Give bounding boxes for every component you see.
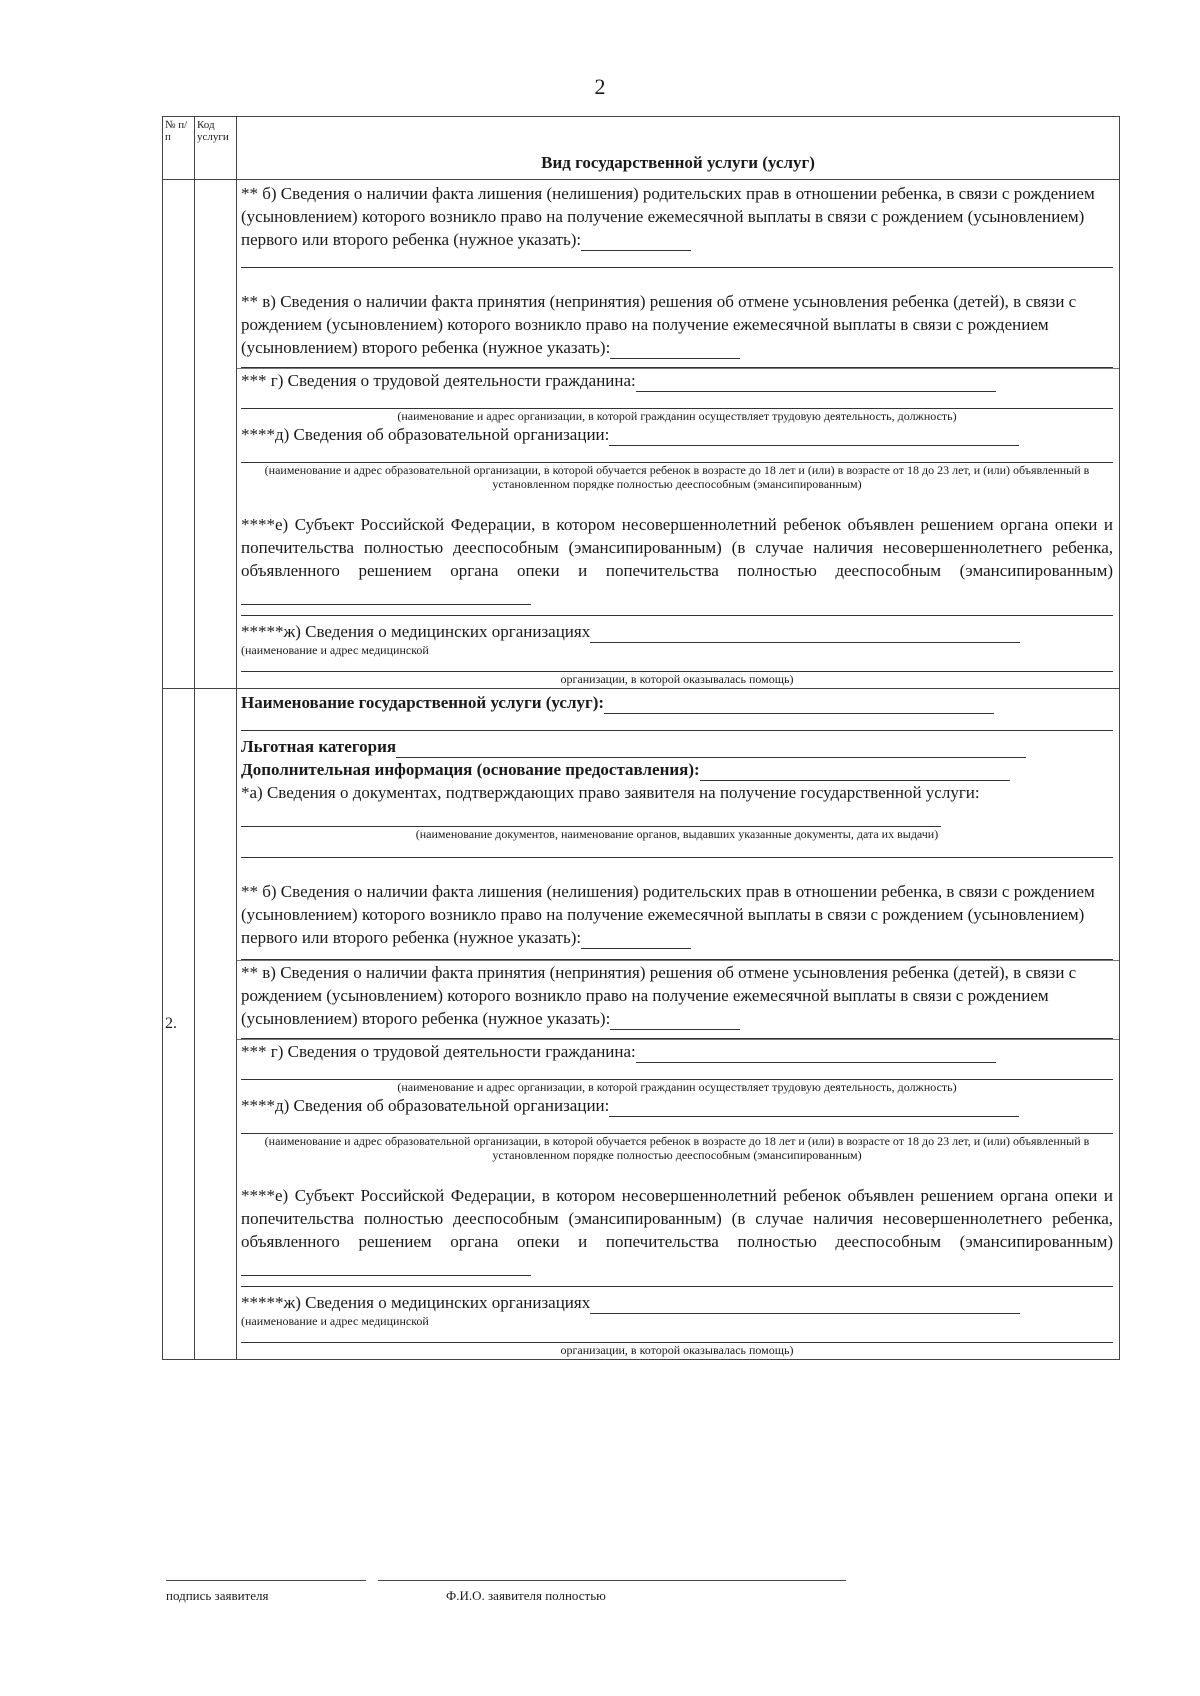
row2-a-field-line2[interactable] bbox=[241, 841, 1113, 858]
row1-d-field-line2[interactable] bbox=[241, 446, 1113, 463]
row2-b-field-line2[interactable] bbox=[241, 949, 1113, 960]
row2-v-field[interactable] bbox=[610, 1013, 740, 1030]
row2-num: 2. bbox=[163, 689, 195, 1360]
row1-code-cell bbox=[195, 180, 237, 689]
row1-item-d: ****д) Сведения об образовательной организации: bbox=[241, 423, 1113, 446]
row1-b-field-line2[interactable] bbox=[241, 251, 1113, 268]
row2-zh-field-line2[interactable] bbox=[241, 1328, 1113, 1343]
row2-g-field-line2[interactable] bbox=[241, 1063, 1113, 1080]
header-code: Код услуги bbox=[195, 117, 237, 180]
row2-e-field-line2[interactable] bbox=[241, 1276, 1113, 1287]
row1-zh-field[interactable] bbox=[590, 626, 1020, 643]
row1-content bbox=[237, 180, 1120, 689]
table-row bbox=[163, 180, 1120, 689]
row2-item-b: ** б) Сведения о наличии факта лишения (нелишения) родительских прав в отношении ребенка, в связи с рождением (усыновлением) которого возникло право на получение ежемесячной выплаты в связи с рождением (усыновлением) первого или второго ребенка (нужное указать): bbox=[241, 882, 1095, 947]
page-number: 2 bbox=[594, 74, 606, 99]
row1-g-caption: (наименование и адрес организации, в которой гражданин осуществляет трудовую деятельность, должность) bbox=[397, 409, 957, 423]
row2-v-field-line2[interactable] bbox=[241, 1030, 1113, 1039]
row2-a-caption: (наименование документов, наименование органов, выдавших указанные документы, дата их выдачи) bbox=[415, 827, 939, 841]
fio-label: Ф.И.О. заявителя полностью bbox=[446, 1588, 606, 1603]
fio-line[interactable] bbox=[378, 1580, 846, 1581]
row1-num-cell bbox=[163, 180, 195, 689]
row2-item-v: ** в) Сведения о наличии факта принятия (непринятия) решения об отмене усыновления ребенка (детей), в связи с рождением (усыновлением) которого возникло право на получение ежемесячной выплаты в связи с рождением (усыновлением) второго ребенка (нужное указать): bbox=[241, 963, 1077, 1028]
row1-zh-caption1: (наименование и адрес медицинской bbox=[241, 643, 429, 657]
row2-additional: Дополнительная информация (основание предоставления): bbox=[241, 758, 1113, 781]
header-service: Вид государственной услуги (услуг) bbox=[237, 117, 1120, 180]
row2-a-field[interactable] bbox=[241, 810, 941, 827]
row2-g-field[interactable] bbox=[636, 1046, 996, 1063]
row2-d-field[interactable] bbox=[609, 1100, 1019, 1117]
row1-g-field[interactable] bbox=[636, 375, 996, 392]
row1-d-caption: (наименование и адрес образовательной организации, в которой обучается ребенок в возрасте до 18 лет и (или) в возрасте от 18 до 23 лет, и (или) объявленный в установленном порядке полностью дееспособным (эмансипированным) bbox=[264, 463, 1090, 491]
row2-service-name-line2[interactable] bbox=[241, 714, 1113, 731]
row1-item-b: ** б) Сведения о наличии факта лишения (нелишения) родительских прав в отношении ребенка, в связи с рождением (усыновлением) которого возникло право на получение ежемесячной выплаты в связи с рождением (усыновлением) первого или второго ребенка (нужное указать): bbox=[241, 184, 1095, 249]
table-row bbox=[163, 689, 1120, 1360]
row2-d-field-line2[interactable] bbox=[241, 1117, 1113, 1134]
row1-e-field[interactable] bbox=[241, 588, 531, 605]
row2-g-caption: (наименование и адрес организации, в которой гражданин осуществляет трудовую деятельность, должность) bbox=[397, 1080, 957, 1094]
row2-code-cell bbox=[195, 689, 237, 1360]
row1-item-zh: *****ж) Сведения о медицинских организациях bbox=[241, 620, 1113, 643]
row1-g-field-line2[interactable] bbox=[241, 392, 1113, 409]
row1-d-field[interactable] bbox=[609, 429, 1019, 446]
row1-item-v: ** в) Сведения о наличии факта принятия (непринятия) решения об отмене усыновления ребенка (детей), в связи с рождением (усыновлением) которого возникло право на получение ежемесячной выплаты в связи с рождением (усыновлением) второго ребенка (нужное указать): bbox=[241, 292, 1077, 357]
row1-b-field[interactable] bbox=[581, 234, 691, 251]
row2-item-a: *а) Сведения о документах, подтверждающих право заявителя на получение государственной услуги: bbox=[241, 781, 1113, 827]
row1-v-field[interactable] bbox=[610, 342, 740, 359]
row1-item-g: *** г) Сведения о трудовой деятельности гражданина: bbox=[241, 369, 1113, 392]
row2-d-caption: (наименование и адрес образовательной организации, в которой обучается ребенок в возрасте до 18 лет и (или) в возрасте от 18 до 23 лет, и (или) объявленный в установленном порядке полностью дееспособным (эмансипированным) bbox=[264, 1134, 1090, 1162]
row1-zh-caption2: организации, в которой оказывалась помощь) bbox=[560, 672, 794, 686]
row1-e-field-line2[interactable] bbox=[241, 605, 1113, 616]
signature-line[interactable] bbox=[166, 1580, 366, 1581]
row2-zh-caption1: (наименование и адрес медицинской bbox=[241, 1314, 429, 1328]
row1-item-e: ****е) Субъект Российской Федерации, в котором несовершеннолетний ребенок объявлен решением органа опеки и попечительства полностью дееспособным (эмансипированным) (в случае наличия несовершеннолетнего ребенка, объявленного решением органа опеки и попечительства полностью дееспособным (эмансипированным) bbox=[241, 513, 1113, 605]
row2-item-e: ****е) Субъект Российской Федерации, в котором несовершеннолетний ребенок объявлен решением органа опеки и попечительства полностью дееспособным (эмансипированным) (в случае наличия несовершеннолетнего ребенка, объявленного решением органа опеки и попечительства полностью дееспособным (эмансипированным) bbox=[241, 1184, 1113, 1276]
row2-additional-field[interactable] bbox=[700, 764, 1010, 781]
services-table bbox=[162, 116, 1120, 1360]
row2-zh-caption2: организации, в которой оказывалась помощь) bbox=[560, 1343, 794, 1357]
signature-label: подпись заявителя bbox=[166, 1588, 269, 1603]
row2-zh-field[interactable] bbox=[590, 1297, 1020, 1314]
row1-v-field-line2[interactable] bbox=[241, 359, 1113, 368]
row2-item-g: *** г) Сведения о трудовой деятельности гражданина: bbox=[241, 1040, 1113, 1063]
row1-zh-field-line2[interactable] bbox=[241, 657, 1113, 672]
row2-b-field[interactable] bbox=[581, 932, 691, 949]
row2-item-d: ****д) Сведения об образовательной организации: bbox=[241, 1094, 1113, 1117]
row2-content bbox=[237, 689, 1120, 1360]
row2-category-field[interactable] bbox=[396, 741, 1026, 758]
row2-e-field[interactable] bbox=[241, 1259, 531, 1276]
row2-category: Льготная категория bbox=[241, 735, 1113, 758]
table-header-row bbox=[163, 117, 1120, 180]
row2-item-zh: *****ж) Сведения о медицинских организациях bbox=[241, 1291, 1113, 1314]
header-num: № п/п bbox=[163, 117, 195, 180]
row2-service-name: Наименование государственной услуги (услуг): bbox=[241, 691, 1113, 714]
row2-service-name-field[interactable] bbox=[604, 697, 994, 714]
